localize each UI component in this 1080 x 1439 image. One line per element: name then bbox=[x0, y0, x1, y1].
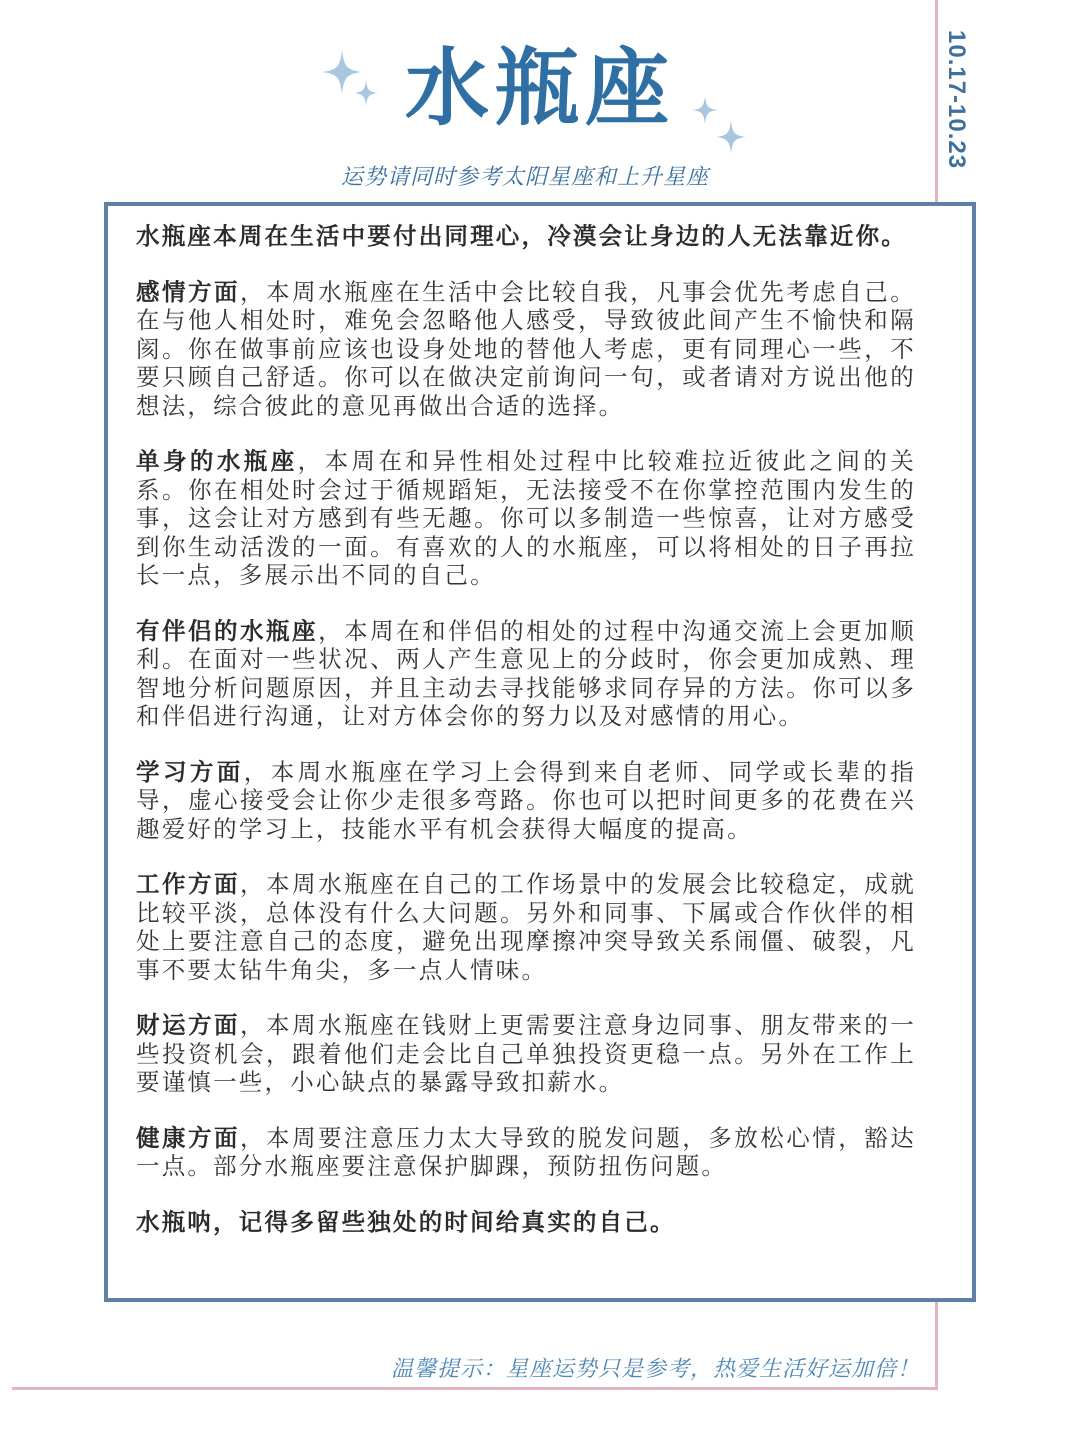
section-heading: 财运方面 bbox=[136, 1011, 241, 1039]
section-study: 学习方面，本周水瓶座在学习上会得到来自老师、同学或长辈的指导，虚心接受会让你少走很多弯路。你也可以把时间更多的花费在兴趣爱好的学习上，技能水平有机会获得大幅度的提高。 bbox=[136, 757, 916, 843]
section-heading: 工作方面 bbox=[136, 870, 241, 898]
section-heading: 健康方面 bbox=[136, 1123, 241, 1152]
closing-paragraph: 水瓶呐，记得多留些独处的时间给真实的自己。 bbox=[136, 1207, 676, 1236]
section-wealth: 财运方面，本周水瓶座在钱财上更需要注意身边同事、朋友带来的一些投资机会，跟着他们走会比自己单独投资更稳一点。另外在工作上要谨慎一些，小心缺点的暴露导致扣薪水。 bbox=[136, 1011, 916, 1096]
subtitle: 运势请同时参考太阳星座和上升星座 bbox=[340, 165, 709, 190]
footer-tip: 温馨提示：星座运势只是参考，热爱生活好运加倍！ bbox=[390, 1357, 920, 1382]
section-couple: 有伴侣的水瓶座，本周在和伴侣的相处的过程中沟通交流上会更加顺利。在面对一些状况、两人产生意见上的分歧时，你会更加成熟、理智地分析问题原因，并且主动去寻找能够求同存异的方法。你可以多和伴侣进行沟通，让对方体会你的努力以及对感情的用心。 bbox=[136, 616, 916, 730]
section-heading: 有伴侣的水瓶座 bbox=[136, 616, 319, 645]
section-single: 单身的水瓶座，本周在和异性相处过程中比较难拉近彼此之间的关系。你在相处时会过于循规蹈矩，无法接受不在你掌控范围内发生的事，这会让对方感到有些无趣。你可以多制造一些惊喜，让对方感受到你生动活泼的一面。有喜欢的人的水瓶座，可以将相处的日子再拉长一点，多展示出不同的自己。 bbox=[136, 447, 916, 589]
date-range: 10.17-10.23 bbox=[943, 30, 970, 170]
section-heading: 学习方面 bbox=[136, 757, 244, 786]
section-heading: 单身的水瓶座 bbox=[136, 447, 298, 475]
intro-paragraph: 水瓶座本周在生活中要付出同理心，冷漠会让身边的人无法靠近你。 bbox=[136, 222, 907, 250]
sparkle-icon bbox=[716, 120, 746, 154]
content-frame bbox=[104, 202, 976, 1302]
sparkle-icon bbox=[354, 80, 378, 106]
section-heading: 感情方面 bbox=[136, 277, 241, 306]
horoscope-text bbox=[136, 222, 916, 1236]
decorative-horizontal-line bbox=[12, 1387, 938, 1390]
section-health: 健康方面，本周要注意压力太大导致的脱发问题，多放松心情，豁达一点。部分水瓶座要注意保护脚踝，预防扭伤问题。 bbox=[136, 1123, 916, 1180]
page-title: 水瓶座 bbox=[404, 39, 675, 137]
section-work: 工作方面，本周水瓶座在自己的工作场景中的发展会比较稳定，成就比较平淡，总体没有什么大问题。另外和同事、下属或合作伙伴的相处上要注意自己的态度，避免出现摩擦冲突导致关系闹僵、破裂，凡事不要太钻牛角尖，多一点人情味。 bbox=[136, 870, 916, 984]
section-love: 感情方面，本周水瓶座在生活中会比较自我，凡事会优先考虑自己。在与他人相处时，难免会忽略他人感受，导致彼此间产生不愉快和隔阂。你在做事前应该也设身处地的替他人考虑，更有同理心一些，不要只顾自己舒适。你可以在做决定前询问一句，或者请对方说出他的想法，综合彼此的意见再做出合适的选择。 bbox=[136, 277, 916, 420]
